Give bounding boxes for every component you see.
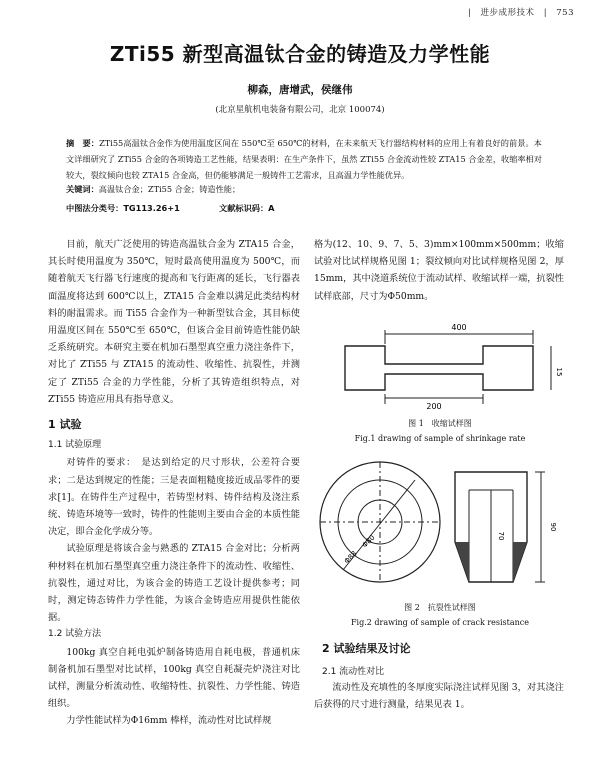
journal-name: 进步成形技术 [480,8,535,18]
shrinkage-sample-outline [345,346,533,390]
fig2-dim-inner: Φ80 [360,533,377,550]
paragraph-1-2a: 100kg 真空自耗电弧炉制备铸造用自耗电极，普通机床制备机加石墨型对比试样，100kg 真空自耗凝壳炉浇注对比试样，测量分析流动性、收缩特性、抗裂性、力学性能、铸造组织。 [48,646,300,710]
page-number: 753 [556,8,574,18]
paragraph-2-1: 流动性及充填性的冬厚度实际浇注试样见图 3，对其浇注后获得的尺寸进行测量，结果见表 1。 [314,682,564,711]
authors: 柳森，唐增武，侯继伟 [247,84,353,96]
figure-2-caption-en: Fig.2 drawing of sample of crack resistance [350,618,530,627]
fig2-dim-height: 70 [497,531,505,541]
left-column [48,236,300,730]
affiliation: (北京星航机电装备有限公司，北京 100074) [215,105,385,115]
fig2-dim-total: 90 [549,522,557,532]
paper-title: ZTi55 新型高温钛合金的铸造及力学性能 [109,42,491,66]
figure-2-drawing [315,452,565,597]
abstract-label: 摘 要： [66,138,100,148]
doc-code-value: A [268,203,275,213]
running-header [462,6,574,18]
right-column-section2 [314,679,564,713]
clc-label: 中图法分类号： [66,203,124,213]
abstract [66,135,542,183]
paragraph-1-1a: 对铸件的要求： 是达到给定的尺寸形状，公差符合要求；二是达到规定的性能；三是表面粗糙度接近成品零件的要求[1]。在铸件生产过程中，若铸型材料、铸件结构及浇注系统、铸造环境等一致时，铸件的性能则主要由合金的本质性能决定，即合金化学成分等。 [48,457,300,538]
classification [66,203,275,214]
figure-2-caption-cn: 图 2 抗裂性试样图 [404,603,476,612]
keywords [66,184,240,195]
figure-1-caption-cn: 图 1 收缩试样图 [408,419,472,428]
keywords-text: 高温钛合金；ZTi55 合金；铸造性能； [98,184,241,194]
fig2-dim-outer: Φ88 [342,549,359,566]
paragraph-1-1b: 试验原理是将该合金与熟悉的 ZTA15 合金对比；分析两种材料在机加石墨型真空重力浇注条件下的流动性、收缩性、抗裂性，通过对比，为该合金的铸造工艺设计提供参考；同时，测定铸态铸件力学性能，为该合金铸造应用提供性能依据。 [48,543,300,624]
right-column-text [314,236,564,305]
intro-paragraph: 目前，航天广泛使用的铸造高温钛合金为 ZTA15 合金，其长时使用温度为 350℃，短时最高使用温度为 500℃，而随着航天飞行器飞行速度的提高和飞行距离的延长，飞行器表面温度将达到 600℃以上，ZTA15 合金难以满足此类结构材料的耐温需求。而 Ti55 合金作为一种新型钛合金，其目标使用温度区间在 550℃至 650℃，但该合金目前铸造性能仍缺乏系统研究。本研究主要在机加石墨型真空重力浇注条件下，对比了 ZTi55 与 ZTA15 的流动性、收缩性、抗裂性，并测定了 ZTi55 合金的力学性能，分析了其铸造组织特点，对 ZTi55 铸造应用具有指导意义。 [48,239,300,405]
section-1-heading: 1 试验 [48,418,82,432]
subsection-1-2-heading: 1.2 试验方法 [48,629,102,640]
paragraph-1-2b: 力学性能试样为Φ16mm 棒样，流动性对比试样规 [66,715,272,727]
abstract-text: ZTi55高温钛合金作为使用温度区间在 550℃至 650℃的材料，在未来航天飞行器结构材料的应用上有着良好的前景。本文详细研究了 ZTi55 合金的各项铸造工艺性能，结果表明：在生产条件下，虽然 ZTi55 合金流动性较 ZTA15 合金差，收缩率相对较大，裂纹倾向也较 ZTA15 合金高，但仍能够满足一般铸件工艺需求，且高温力学性能优异。 [66,138,542,180]
figure-1-drawing [315,312,565,412]
fig1-dim-top: 400 [451,323,467,332]
fig1-dim-bottom: 200 [426,402,442,411]
section-2-heading: 2 试验结果及讨论 [322,642,411,655]
subsection-1-1-heading: 1.1 试验原理 [48,440,102,451]
figure-1-caption-en: Fig.1 drawing of sample of shrinkage rate [354,434,526,443]
right-intro-paragraph: 格为(12、10、9、7、5、3)mm×100mm×500mm；收缩试验对比试样规格见图 1；裂纹倾向对比试样规格见图 2，厚 15mm，其中浇道系统位于流动试样、收缩试样一端，抗裂性试样底部，尺寸为Φ50mm。 [314,239,564,302]
clc-value: TG113.26+1 [123,203,180,213]
doc-code-label: 文献标识码： [219,203,269,213]
header-divider: | [543,8,548,18]
keywords-label: 关键词： [66,184,99,194]
fig1-dim-side: 15 [555,367,563,377]
header-divider: | [467,8,472,18]
subsection-2-1-heading: 2.1 流动性对比 [322,667,385,677]
